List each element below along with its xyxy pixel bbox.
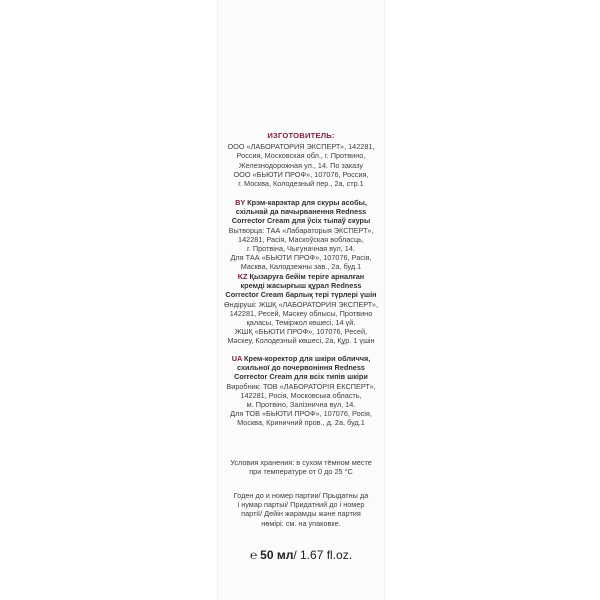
volume-label — [222, 548, 380, 562]
kz-line: қаласы, Теміржол көшесі, 14 үй. — [246, 318, 356, 328]
by-line: 142281, Расія, Маскоўская вобласць, — [238, 234, 364, 244]
ua-title-line: UA Крем-коректор для шкіри обличчя, — [231, 354, 371, 363]
kz-section — [222, 272, 380, 346]
kz-title-line: кремді жасырғыш құрал Redness — [240, 281, 362, 291]
by-title-line: BY Крэм-карэктар для скуры асобы, — [235, 198, 367, 207]
kz-country-code: KZ — [237, 272, 248, 281]
expiry-line: Годен до и номер партии/ Прыдатны да — [233, 491, 369, 500]
storage-line: Условия хранения: в сухом тёмном месте — [230, 458, 372, 467]
by-title-line: схільнай да пачырванення Redness — [235, 207, 367, 217]
expiry-line: нөмірі: см. на упаковке. — [261, 518, 341, 528]
manufacturer-heading: ИЗГОТОВИТЕЛЬ: — [267, 131, 335, 140]
manufacturer-line: ООО «ЛАБОРАТОРИЯ ЭКСПЕРТ», 142281, — [227, 142, 375, 152]
ua-line: Виробник: ТОВ «ЛАБОРАТОРІЯ ЕКСПЕРТ», — [226, 381, 376, 391]
by-title-line: Corrector Cream для ўсіх тыпаў скуры — [231, 216, 371, 226]
by-section — [222, 198, 380, 272]
expiry-section — [222, 491, 380, 528]
kz-line: ЖШҚ «БЬЮТИ ПРОФ», 107076, Ресей, — [234, 327, 368, 337]
by-line: Для ТАА «БЬЮТИ ПРОФ», 107076, Расія, — [230, 253, 372, 263]
storage-line: при температуре от 0 до 25 °С — [249, 467, 353, 477]
expiry-line: партії/ Дейін жарамды және партия — [241, 509, 361, 519]
ua-section — [222, 354, 380, 428]
storage-section — [222, 458, 380, 476]
estimated-sign-icon: ℮ — [249, 548, 258, 562]
ua-title-line: Corrector Cream для всіх типів шкіри — [234, 372, 368, 382]
manufacturer-line: Россия, Московская обл., г. Протвино, — [236, 151, 366, 161]
kz-line: Мәскеу, Колодезный көшесі, 2а, Құр. 1 үшін — [227, 336, 375, 346]
ua-country-code: UA — [231, 354, 242, 363]
by-country-code: BY — [235, 198, 246, 207]
manufacturer-line: Железнодорожная ул., 14. По заказу — [238, 160, 364, 170]
ua-title-line: схильної до почервоніння Redness — [237, 363, 365, 373]
ua-line: 142281, Росія, Московська область, — [240, 390, 362, 400]
kz-title-line: Corrector Cream барлық тері түрлері үшін — [225, 290, 377, 300]
by-line: Вытворца: ТАА «Лабараторыя ЭКСПЕРТ», — [228, 225, 374, 235]
manufacturer-section — [222, 131, 380, 188]
kz-title-line: KZ Қызаруға бейім теріге арналған — [237, 272, 365, 281]
ua-line: м. Протвіно, Залізнична вул, 14. — [246, 400, 356, 410]
kz-line: Өндіруші: ЖШҚ «ЛАБОРАТОРИЯ ЭКСПЕРТ», — [224, 299, 378, 309]
ua-line: Для ТОВ «БЬЮТИ ПРОФ», 107076, Росія, — [230, 409, 372, 419]
kz-line: 142281, Ресей, Мәскеу облысы, Протвино — [229, 308, 373, 318]
by-line: г. Протвіна, Чыгуначная вул, 14. — [247, 244, 355, 254]
volume-imperial: / 1.67 fl.oz. — [293, 548, 353, 562]
volume-metric: 50 мл — [260, 548, 294, 562]
manufacturer-line: ООО «БЬЮТИ ПРОФ», 107076, Россия, — [233, 169, 369, 179]
by-line: Масква, Калодзежны зав., 2а, буд.1 — [240, 262, 362, 272]
manufacturer-line: г. Москва, Колодезный пер., 2а, стр.1 — [238, 179, 364, 189]
expiry-line: і нумар партыі/ Придатний до і номер — [237, 500, 365, 510]
ua-line: Москва, Криничний пров., д. 2а, буд.1 — [237, 418, 365, 428]
